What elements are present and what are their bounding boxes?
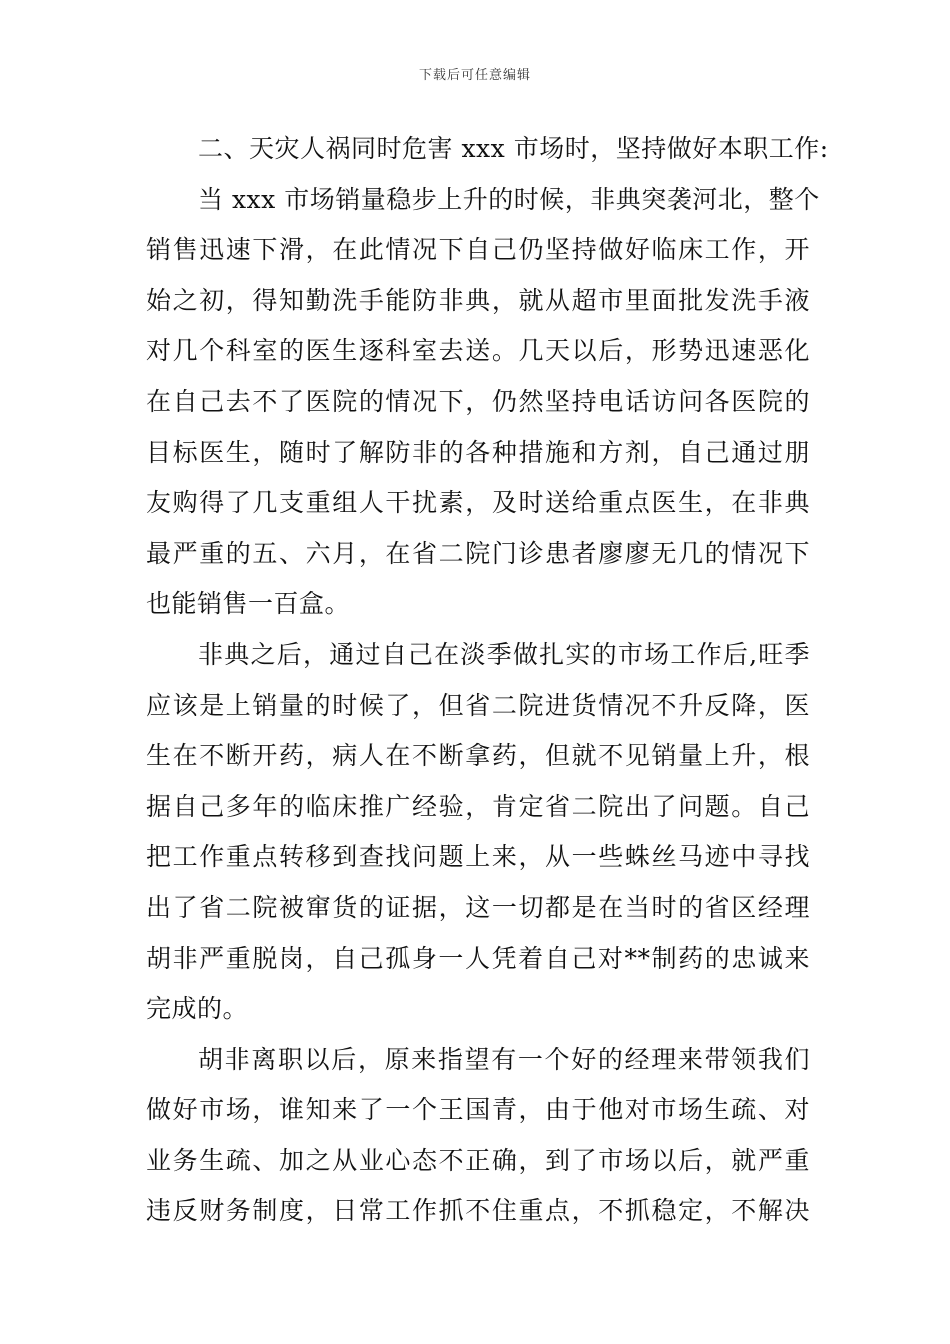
paragraph-line: 友购得了几支重组人干扰素，及时送给重点医生，在非典 [146, 488, 810, 518]
paragraph-line: 始之初，得知勤洗手能防非典，就从超市里面批发洗手液 [146, 285, 810, 315]
paragraph-line: 当 xxx 市场销量稳步上升的时候，非典突袭河北，整个 [198, 184, 820, 214]
paragraph-line: 胡非离职以后，原来指望有一个好的经理来带领我们 [198, 1044, 810, 1074]
paragraph-line: 胡非严重脱岗，自己孤身一人凭着自己对**制药的忠诚来 [146, 943, 810, 973]
document-body [146, 124, 829, 1237]
paragraph-line: 非典之后，通过自己在淡季做扎实的市场工作后,旺季 [198, 639, 810, 669]
section-heading: 二、天灾人祸同时危害 xxx 市场时，坚持做好本职工作: [198, 134, 829, 163]
paragraph-line: 最严重的五、六月，在省二院门诊患者廖廖无几的情况下 [146, 538, 810, 568]
paragraph-line: 也能销售一百盒。 [146, 589, 351, 619]
paragraph-line: 销售迅速下滑，在此情况下自己仍坚持做好临床工作，开 [146, 235, 810, 265]
header-note: 下载后可任意编辑 [418, 68, 531, 83]
paragraph-line: 出了省二院被窜货的证据，这一切都是在当时的省区经理 [146, 892, 810, 922]
paragraph-line: 把工作重点转移到查找问题上来，从一些蛛丝马迹中寻找 [146, 842, 810, 872]
paragraph-line: 违反财务制度，日常工作抓不住重点，不抓稳定，不解决 [146, 1196, 810, 1226]
paragraph-line: 生在不断开药，病人在不断拿药，但就不见销量上升，根 [146, 741, 810, 771]
paragraph-line: 对几个科室的医生逐科室去送。几天以后，形势迅速恶化 [146, 336, 810, 366]
paragraph-line: 据自己多年的临床推广经验，肯定省二院出了问题。自己 [146, 791, 810, 821]
paragraph-line: 完成的。 [146, 994, 249, 1024]
paragraph-line: 业务生疏、加之从业心态不正确，到了市场以后，就严重 [146, 1145, 810, 1175]
paragraph-line: 在自己去不了医院的情况下，仍然坚持电话访问各医院的 [146, 386, 810, 416]
paragraph-line: 目标医生，随时了解防非的各种措施和方剂，自己通过朋 [146, 437, 810, 467]
paragraph-line: 应该是上销量的时候了，但省二院进货情况不升反降，医 [146, 690, 810, 720]
paragraph-line: 做好市场，谁知来了一个王国青，由于他对市场生疏、对 [146, 1095, 810, 1125]
